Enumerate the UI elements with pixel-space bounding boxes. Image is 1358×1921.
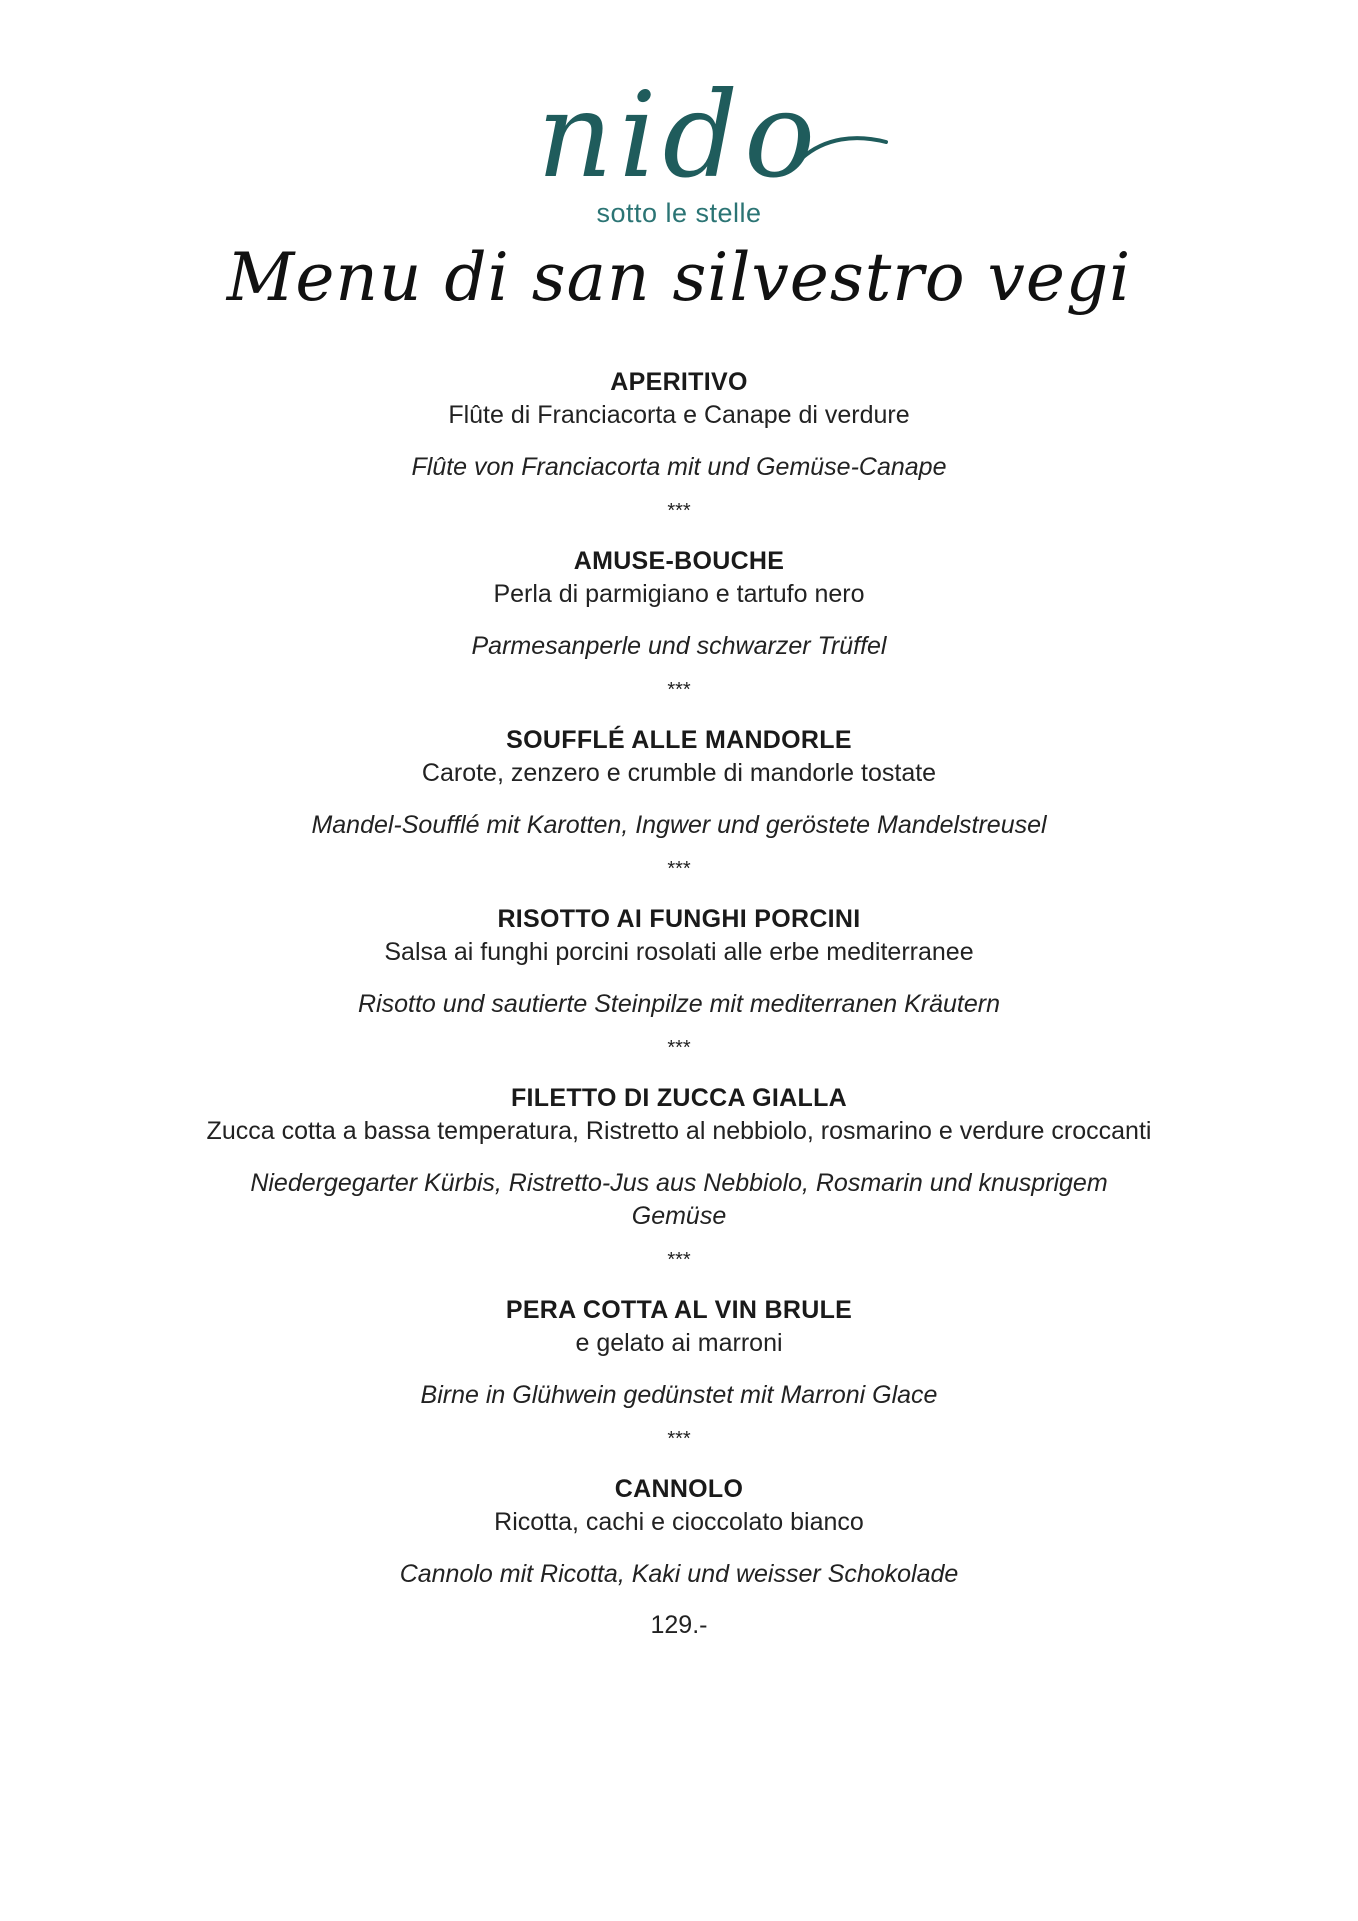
course-name: RISOTTO AI FUNGHI PORCINI [497, 905, 861, 933]
course-filetto-zucca [179, 1081, 1179, 1293]
logo [0, 66, 1358, 230]
course-separator: *** [667, 500, 691, 522]
course-aperitivo [179, 365, 1179, 544]
course-description-italian: Zucca cotta a bassa temperatura, Ristretto al nebbiolo, rosmarino e verdure croccanti [206, 1117, 1152, 1145]
course-risotto [179, 902, 1179, 1081]
course-pera-cotta [179, 1293, 1179, 1472]
course-description-german: Parmesanperle und schwarzer Trüffel [471, 632, 887, 660]
course-separator: *** [667, 1428, 691, 1450]
course-name: APERITIVO [610, 368, 748, 396]
logo-flourish-icon [800, 128, 890, 168]
logo-subtitle: sotto le stelle [596, 198, 762, 228]
course-list [0, 365, 1358, 1642]
course-separator: *** [667, 1037, 691, 1059]
menu-title: Menu di san silvestro vegi [226, 239, 1132, 316]
course-separator: *** [667, 1249, 691, 1271]
course-separator: *** [667, 679, 691, 701]
course-description-german: Flûte von Franciacorta mit und Gemüse-Canape [411, 453, 947, 481]
course-name: PERA COTTA AL VIN BRULE [505, 1296, 853, 1324]
course-description-italian: Perla di parmigiano e tartufo nero [493, 580, 865, 608]
course-name: FILETTO DI ZUCCA GIALLA [510, 1084, 848, 1112]
course-description-italian: e gelato ai marroni [575, 1329, 783, 1357]
logo-wordmark: nido [536, 66, 822, 204]
course-description-italian: Ricotta, cachi e cioccolato bianco [494, 1508, 864, 1536]
course-description-german: Risotto und sautierte Steinpilze mit mediterranen Kräutern [358, 990, 1000, 1018]
course-name: SOUFFLÉ ALLE MANDORLE [506, 726, 852, 754]
menu-price: 129.- [650, 1611, 708, 1639]
course-description-italian: Carote, zenzero e crumble di mandorle tostate [421, 759, 937, 787]
course-name: AMUSE-BOUCHE [573, 547, 785, 575]
course-souffle [179, 723, 1179, 902]
course-cannolo [179, 1472, 1179, 1591]
course-description-german: Niedergegarter Kürbis, Ristretto-Jus aus Nebbiolo, Rosmarin und knusprigem Gemüse [250, 1169, 1108, 1230]
course-amuse-bouche [179, 544, 1179, 723]
course-description-german: Birne in Glühwein gedünstet mit Marroni Glace [420, 1381, 938, 1409]
course-separator: *** [667, 858, 691, 880]
course-description-german: Cannolo mit Ricotta, Kaki und weisser Schokolade [399, 1560, 959, 1588]
course-name: CANNOLO [614, 1475, 744, 1503]
course-description-italian: Flûte di Franciacorta e Canape di verdure [448, 401, 910, 429]
course-description-german: Mandel-Soufflé mit Karotten, Ingwer und geröstete Mandelstreusel [311, 811, 1047, 839]
course-description-italian: Salsa ai funghi porcini rosolati alle erbe mediterranee [384, 938, 974, 966]
